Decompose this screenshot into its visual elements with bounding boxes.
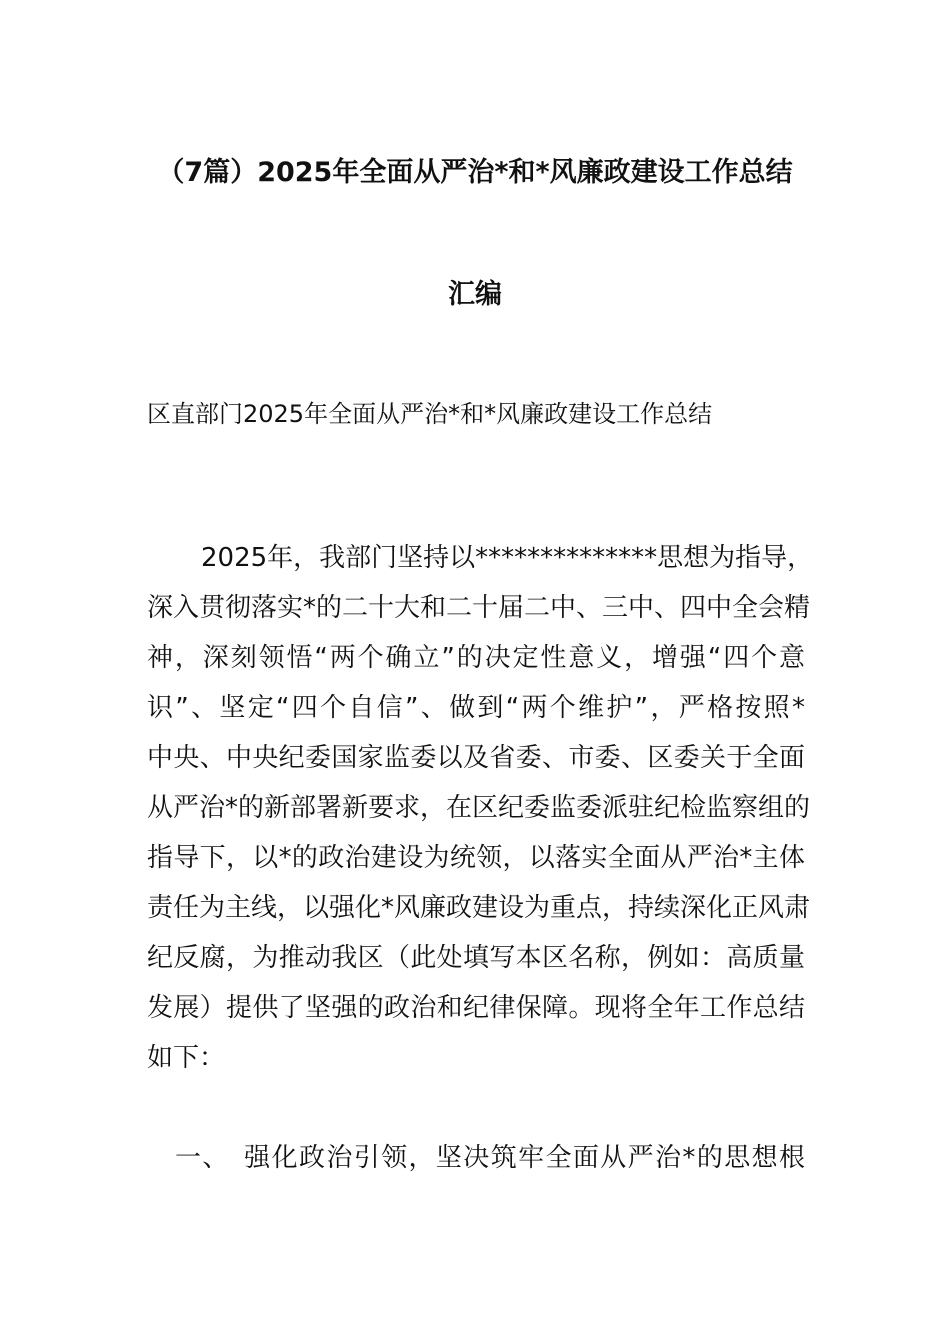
paragraph-line: 责任为主线，以强化*风廉政建设为重点，持续深化正风肃 [147,893,811,923]
paragraph-line: 发展）提供了坚强的政治和纪律保障。现将全年工作总结 [147,993,805,1023]
paragraph-line: 2025年，我部门坚持以**************思想为指导， [201,543,814,573]
intro-paragraph [147,538,814,1088]
document-title-continued: 汇编 [448,279,502,310]
paragraph-line: 如下： [147,1043,226,1073]
paragraph-line: 深入贯彻落实*的二十大和二十届二中、三中、四中全会精 [147,593,811,623]
paragraph-line: 从严治*的新部署新要求，在区纪委监委派驻纪检监察组的 [147,793,811,823]
document-title: （7篇）2025年全面从严治*和*风廉政建设工作总结 [157,157,793,188]
paragraph-line: 神，深刻领悟“两个确立”的决定性意义，增强“四个意 [147,643,805,673]
section-subtitle: 区直部门2025年全面从严治*和*风廉政建设工作总结 [147,400,713,428]
paragraph-line: 纪反腐，为推动我区（此处填写本区名称，例如：高质量 [147,943,805,973]
paragraph-line: 中央、中央纪委国家监委以及省委、市委、区委关于全面 [147,743,805,773]
paragraph-line: 识”、坚定“四个自信”、做到“两个维护”，严格按照* [147,693,805,723]
section-heading: 一、 强化政治引领，坚决筑牢全面从严治*的思想根 [175,1143,805,1173]
paragraph-line: 指导下，以*的政治建设为统领，以落实全面从严治*主体 [147,843,805,873]
